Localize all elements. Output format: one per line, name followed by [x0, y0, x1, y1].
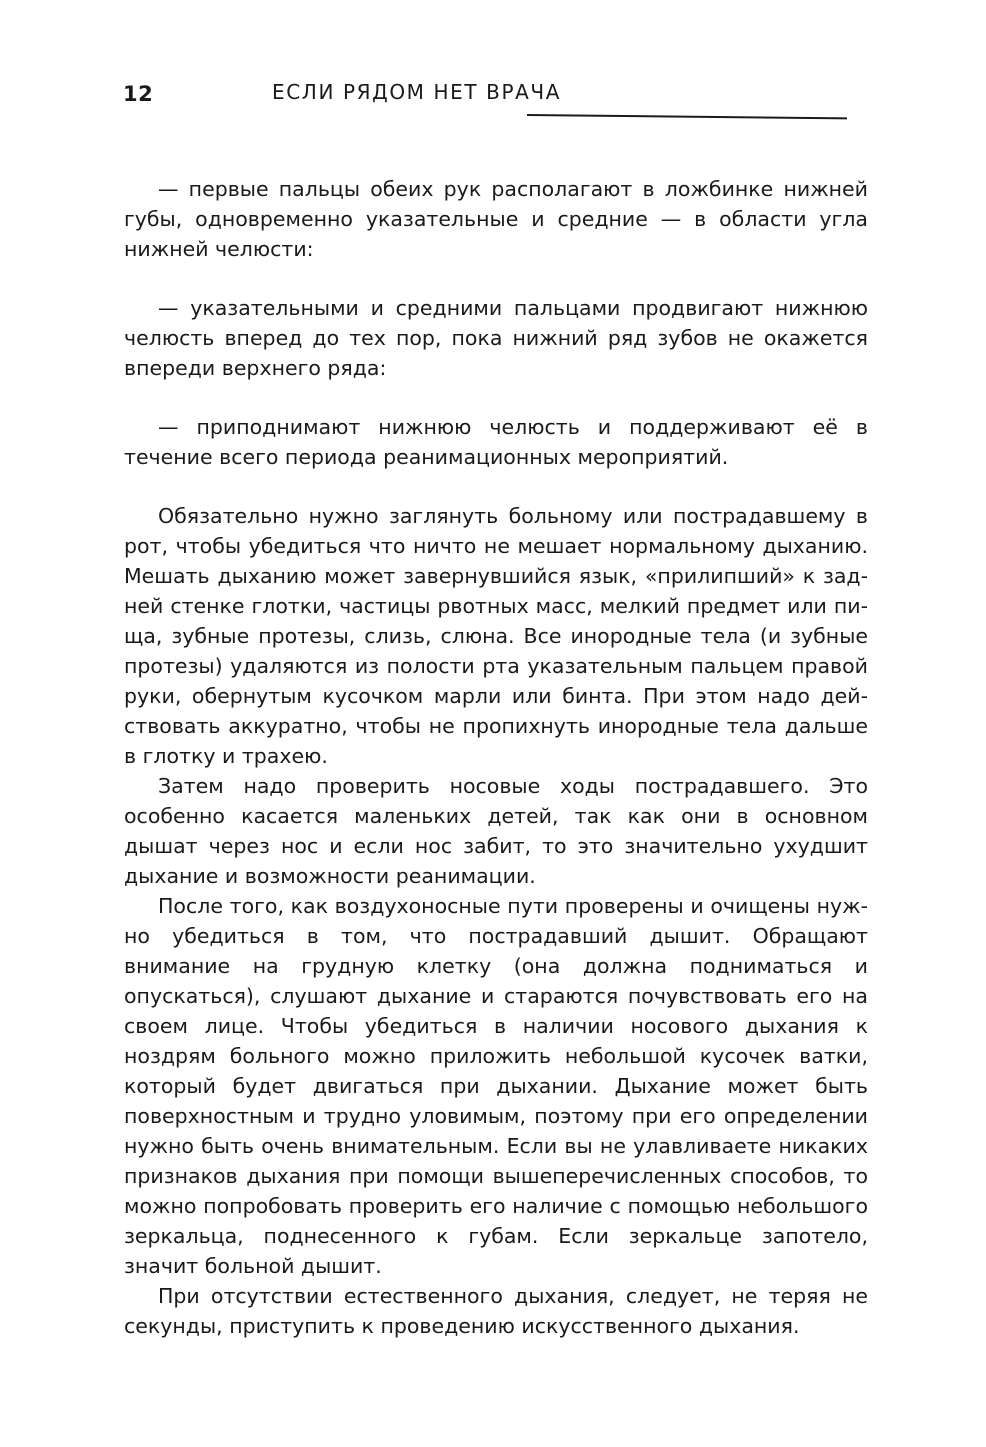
- paragraph: После того, как воздухоносные пути проверены и очищены нужно убедиться в том, что пострадавший дышит. Обращают внимание на грудную клетку (она должна подниматься и опускаться), слушают дыхание и стараются почувствовать его на своем лице. Чтобы убедиться в наличии носового дыхания к ноздрям больного можно приложить небольшой кусочек ватки, который будет двигаться при дыхании. Дыхание может быть поверхностным и трудно уловимым, поэтому при его определении нужно быть очень внимательным. Если вы не улавливаете никаких признаков дыхания при помощи вышеперечисленных способов, то можно попробовать проверить его наличие с помощью небольшого зеркальца, поднесенного к губам. Если зеркальце запотело, значит больной дышит.: [124, 894, 868, 1278]
- list-item: — первые пальцы обеих рук располагают в ложбинке нижней губы, одновременно указательные и средние — в области угла нижней челюсти:: [124, 177, 868, 261]
- paragraph: Обязательно нужно заглянуть больному или пострадавшему в рот, чтобы убедиться что ничто не мешает нормальному дыханию. Мешать дыханию может завернувшийся язык, «прилипший» к задней стенке глотки, частицы рвотных масс, мелкий предмет или пища, зубные протезы, слизь, слюна. Все инородные тела (и зубные протезы) удаляются из полости рта указательным пальцем правой руки, обернутым кусочком марли или бинта. При этом надо действовать аккуратно, чтобы не пропихнуть инородные тела дальше в глотку и трахею.: [124, 504, 868, 768]
- page-number: 12: [123, 82, 154, 106]
- running-title: ЕСЛИ РЯДОМ НЕТ ВРАЧА: [272, 80, 562, 104]
- list-item: — указательными и средними пальцами продвигают нижнюю челюсть вперед до тех пор, пока нижний ряд зубов не окажется впереди верхнего ряда:: [124, 296, 868, 380]
- paragraph: Затем надо проверить носовые ходы пострадавшего. Это особенно касается маленьких детей, так как они в основном дышат через нос и если нос забит, то это значительно ухудшит дыхание и возможности реанимации.: [124, 774, 868, 888]
- text-body: [124, 174, 868, 1341]
- header-rule: [527, 114, 847, 119]
- list-item: — приподнимают нижнюю челюсть и поддерживают её в течение всего периода реанимационных мероприятий.: [124, 415, 868, 469]
- paragraph: При отсутствии естественного дыхания, следует, не теряя не секунды, приступить к проведению искусственного дыхания.: [124, 1284, 868, 1338]
